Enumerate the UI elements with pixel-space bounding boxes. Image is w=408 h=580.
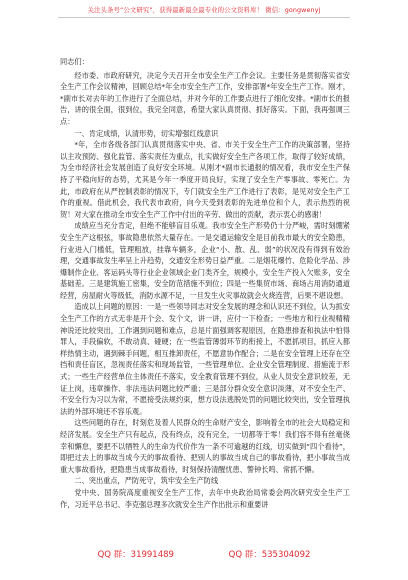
document-body [60,56,350,510]
header-banner: 关注头条号“公文研究”，获得最新最全最专业的公文资料库！ 微信：gongwenyj [87,6,321,14]
paragraph-warning: 这些问题的存在，时刻危及着人民群众的生命财产安全，影响着全市的社会大局稳定和经济发展。安全生产只有起点，没有终点，没有完全，一切都等于零！我们容不得有丝毫侥幸和懈怠，要把不以牺牲人的生命为代价作为一条不可逾越的红线，切实做到“四个看待”，即把过去上的事故当成今天的事故看待、把别人的事故当成自己的事故看待，把小事故当成重大事故看待，把隐患当成事故看待，时刻保持清醒忧患、警钟长鸣、常抓不懈。 [60,418,350,474]
section-heading-1: 一、肯定成绩，认清形势，切实增强红线意识 [74,128,219,138]
paragraph-causes: 造成以上问题的原因：一是一些领导同志对安全发展的理念和认识还不到位，认为抓安全生产工作的方式无非是开个会、发个文，讲一讲，应付一下检查；一些地方和行业视精精神说还比较突出，工作遇到问题和难点，总是片面强调客观原因，在隐患排查和执法中怕得罪人，手段偏软，不敢动真、碰硬；在一些监管薄弱环节的衔接上，不愿抓项目，抓应入都样热情主动，遇到棘手问题，相互推卸责任，不愿意协作配合；二是在安全管理上还存在空挡和责任盲区，忽视责任落实和现场监管，一些管理单位、企业安全管理制度、措施流于形式；一些生产经营单位主体责任不落实，安全教育管理不到位，从业人员安全意识较差，无证上岗，违章操作、非法违法问题比较严重；三是部分群众安全意识淡薄，对不安全生产、不安全行为习以为常，不愿接受法规约束，想方设法逃脱处罚的问题比较突出，安全管理执法的外部环境还不容乐观。 [60,302,350,416]
paragraph-intro: 经市委、市政府研究，决定今天召开全市安全生产工作会议。主要任务是贯彻落实省安全生产工作会议精神，回顾总结*年全市安全生产工作，安排部署*年安全生产工作。刚才，*副市长对去年的工作进行了全面总结，并对今年的工作要点进行了细化安排。*副市长的报告，讲的很全面，很到位，我完全同意，希望大家认真贯彻、抓好落实。下面，我再强调三点： [60,70,350,126]
header-divider [58,17,350,18]
footer-qq-group-1: QQ 群：31991489 [97,550,174,560]
paragraph-risks: 成绩应当充分肯定，但绝不能够盲目乐观。我市安全生产形势仍十分严峻，需时刻绷紧安全生产这根弦，事故隐患依然大量存在。一是交通运输安全是目前我市最大的安全隐患，行业进入门槛低，管理粗放，挂靠车辆多，企业“小、散、乱、弱”的状况没有得到有效治理，交通事故发生率呈上升趋势，交通安全形势日益严重。二是烟花爆竹、危险化学品、涉爆制作企业、客运码头等行业企业领域企业门类齐全，规模小，安全生产投入欠账多，安全基础差。三是建筑施工密集，安全防范措施不到位；四是一些集贸市场、商场占用消防通道经营，房屋耐火等级低，消防水源不足，一旦发生火灾事故就会火烧连营，后果不堪设想。 [60,221,350,300]
paragraph-central-government: 党中央、国务院高度重视安全生产工作，去年中央政治局常委会两次研究安全生产工作，习近平总书记、李克强总理多次就安全生产作出批示和重要讲 [60,487,350,509]
footer-contact [0,548,408,560]
footer-qq-group-2: QQ 群：535304092 [228,550,311,560]
paragraph-achievements: *年，全市各级各部门认真贯彻落实中央、省、市关于安全生产工作的决策部署，坚持以主攻预防、强化监管、落实责任为重点，扎实做好安全生产各项工作，取得了较好成绩，为全市经济社会发展创造了良好安全环境。从刚才*副市长通报的情况看，我市安全生产保持了平稳向好的态势，尤其是今年一季度开局良好，实现了安全生产零事故、零死亡。为此，市政府在从严控制表彰的情况下，专门就安全生产工作进行了表彰，是见对安全生产工作的重视。借此机会，我代表市政府，向今天受到表彰的先进单位和个人，表示热烈的祝贺！对大家在推动全市安全生产工作中付出的辛劳、做出的贡献，表示衷心的感谢！ [60,140,350,219]
section-heading-2: 二、突出重点，严防死守，筑牢安全生产防线 [74,476,219,486]
salutation: 同志们： [60,57,89,66]
